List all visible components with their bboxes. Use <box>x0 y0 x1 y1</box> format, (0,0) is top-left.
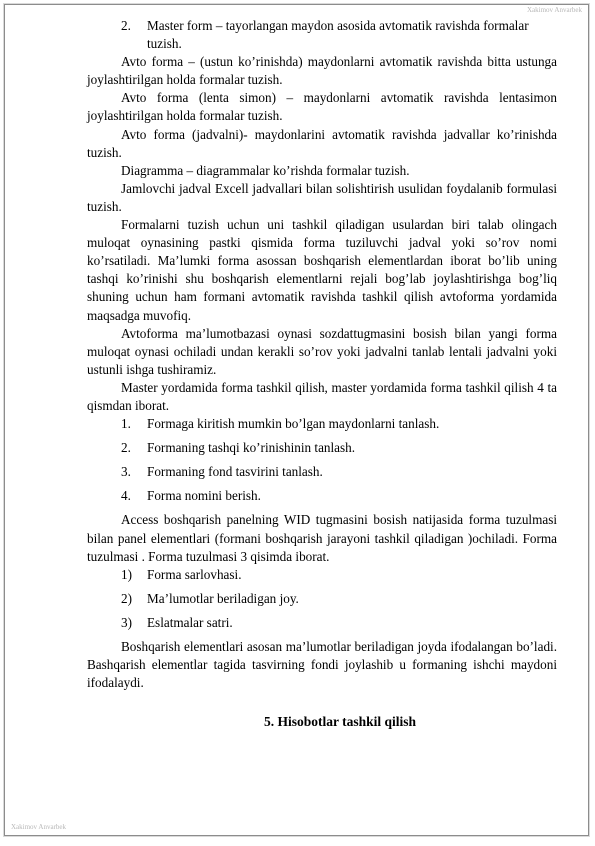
list-item-text: Ma’lumotlar beriladigan joy. <box>147 590 299 606</box>
paragraph: Master yordamida forma tashkil qilish, master yordamida forma tashkil qilish 4 ta qismdan iborat. <box>87 379 557 413</box>
page-header-watermark: Xakimov Anvarbek <box>526 6 582 14</box>
list-item-number: 1. <box>121 416 131 432</box>
list-item <box>87 463 557 481</box>
list-item-text: Formaning tashqi ko’rinishinin tanlash. <box>147 440 356 456</box>
list-item-number: 2) <box>121 590 132 606</box>
list-item-number: 1) <box>121 566 132 582</box>
list-item <box>87 439 557 457</box>
paragraph: Diagramma – diagrammalar ko’rishda formalar tuzish. <box>121 162 410 178</box>
paragraph: Avto forma (lenta simon) – maydonlarni avtomatik ravishda lentasimon joylashtirilgan holda formalar tuzish. <box>87 90 557 124</box>
paragraph: Access boshqarish panelning WID tugmasini bosish natijasida forma tuzulmasi bilan panel elementlari (formani boshqarish jarayoni tashkil qiladigan )ochiladi. Forma tuzulmasi . Forma tuzulmasi 3 qisimda iborat. <box>87 512 557 564</box>
list-item-text: Formaga kiritish mumkin bo’lgan maydonlarni tanlash. <box>147 416 440 432</box>
paragraph: Avto forma – (ustun ko’rinishda) maydonlarni avtomatik ravishda bitta ustunga joylashtirilgan holda formalar tuzish. <box>87 54 557 88</box>
list-item-number: 2. <box>121 18 131 33</box>
numbered-list <box>87 415 557 505</box>
paragraph: Avtoforma ma’lumotbazasi oynasi sozdattugmasini bosish bilan yangi forma muloqat oynasi ochiladi undan kerakli so’rov yoki jadvalni tanlab lentali jadvalni yoki ustunli ishga tushiramiz. <box>87 325 557 377</box>
list-item <box>87 614 557 632</box>
paragraph: Formalarni tuzish uchun uni tashkil qiladigan usulardan biri talab olingach muloqat oynasining pastki qismida forma tuziluvchi jadval yoki so’rov nomi ko’rsatiladi. Ma’lumki forma asossan boshqarish elementlardan iborat bo’lib uning tashqi ko’rinishi shu boshqarish elementlarni rejali bog’lab joylashtirishga bog’liq shuning uchun ham formani avtomatik ravishda tashkil qilish avtoforma yordamida maqsadga muvofiq. <box>87 217 557 323</box>
list-item-text: Formaning fond tasvirini tanlash. <box>147 464 323 480</box>
list-item <box>87 415 557 433</box>
paragraph-group-1 <box>87 53 557 415</box>
document-page <box>4 4 589 836</box>
list-item-number: 4. <box>121 488 131 504</box>
document-body <box>87 17 557 731</box>
list-item-number: 3) <box>121 614 132 630</box>
list-item <box>87 566 557 584</box>
list-item-text: Forma sarlovhasi. <box>147 566 242 582</box>
paren-list <box>87 566 557 632</box>
page-footer-watermark: Xakimov Anvarbek <box>11 823 67 831</box>
paragraph: Boshqarish elementlari asosan ma’lumotlar beriladigan joyda ifodalangan bo’ladi. Bashqarish elementlar tagida tasvirning fondi joylashib u formaning ishchi maydoni ifodalaydi. <box>87 639 557 691</box>
list-item-text: Master form – tayorlangan maydon asosida avtomatik ravishda formalar tuzish. <box>147 18 529 52</box>
list-item <box>87 487 557 505</box>
paragraph: Avto forma (jadvalni)- maydonlarini avtomatik ravishda jadvallar ko’rinishda tuzish. <box>87 126 557 160</box>
paragraph: Jamlovchi jadval Excell jadvallari bilan solishtirish usulidan foydalanib formulasi tuzish. <box>87 180 557 214</box>
list-item-number: 3. <box>121 464 131 480</box>
list-item-text: Eslatmalar satri. <box>147 614 233 630</box>
list-item-text: Forma nomini berish. <box>147 488 261 504</box>
list-item-top <box>87 17 557 53</box>
section-heading: 5. Hisobotlar tashkil qilish <box>263 714 417 730</box>
list-item-number: 2. <box>121 440 131 456</box>
list-item <box>87 590 557 608</box>
